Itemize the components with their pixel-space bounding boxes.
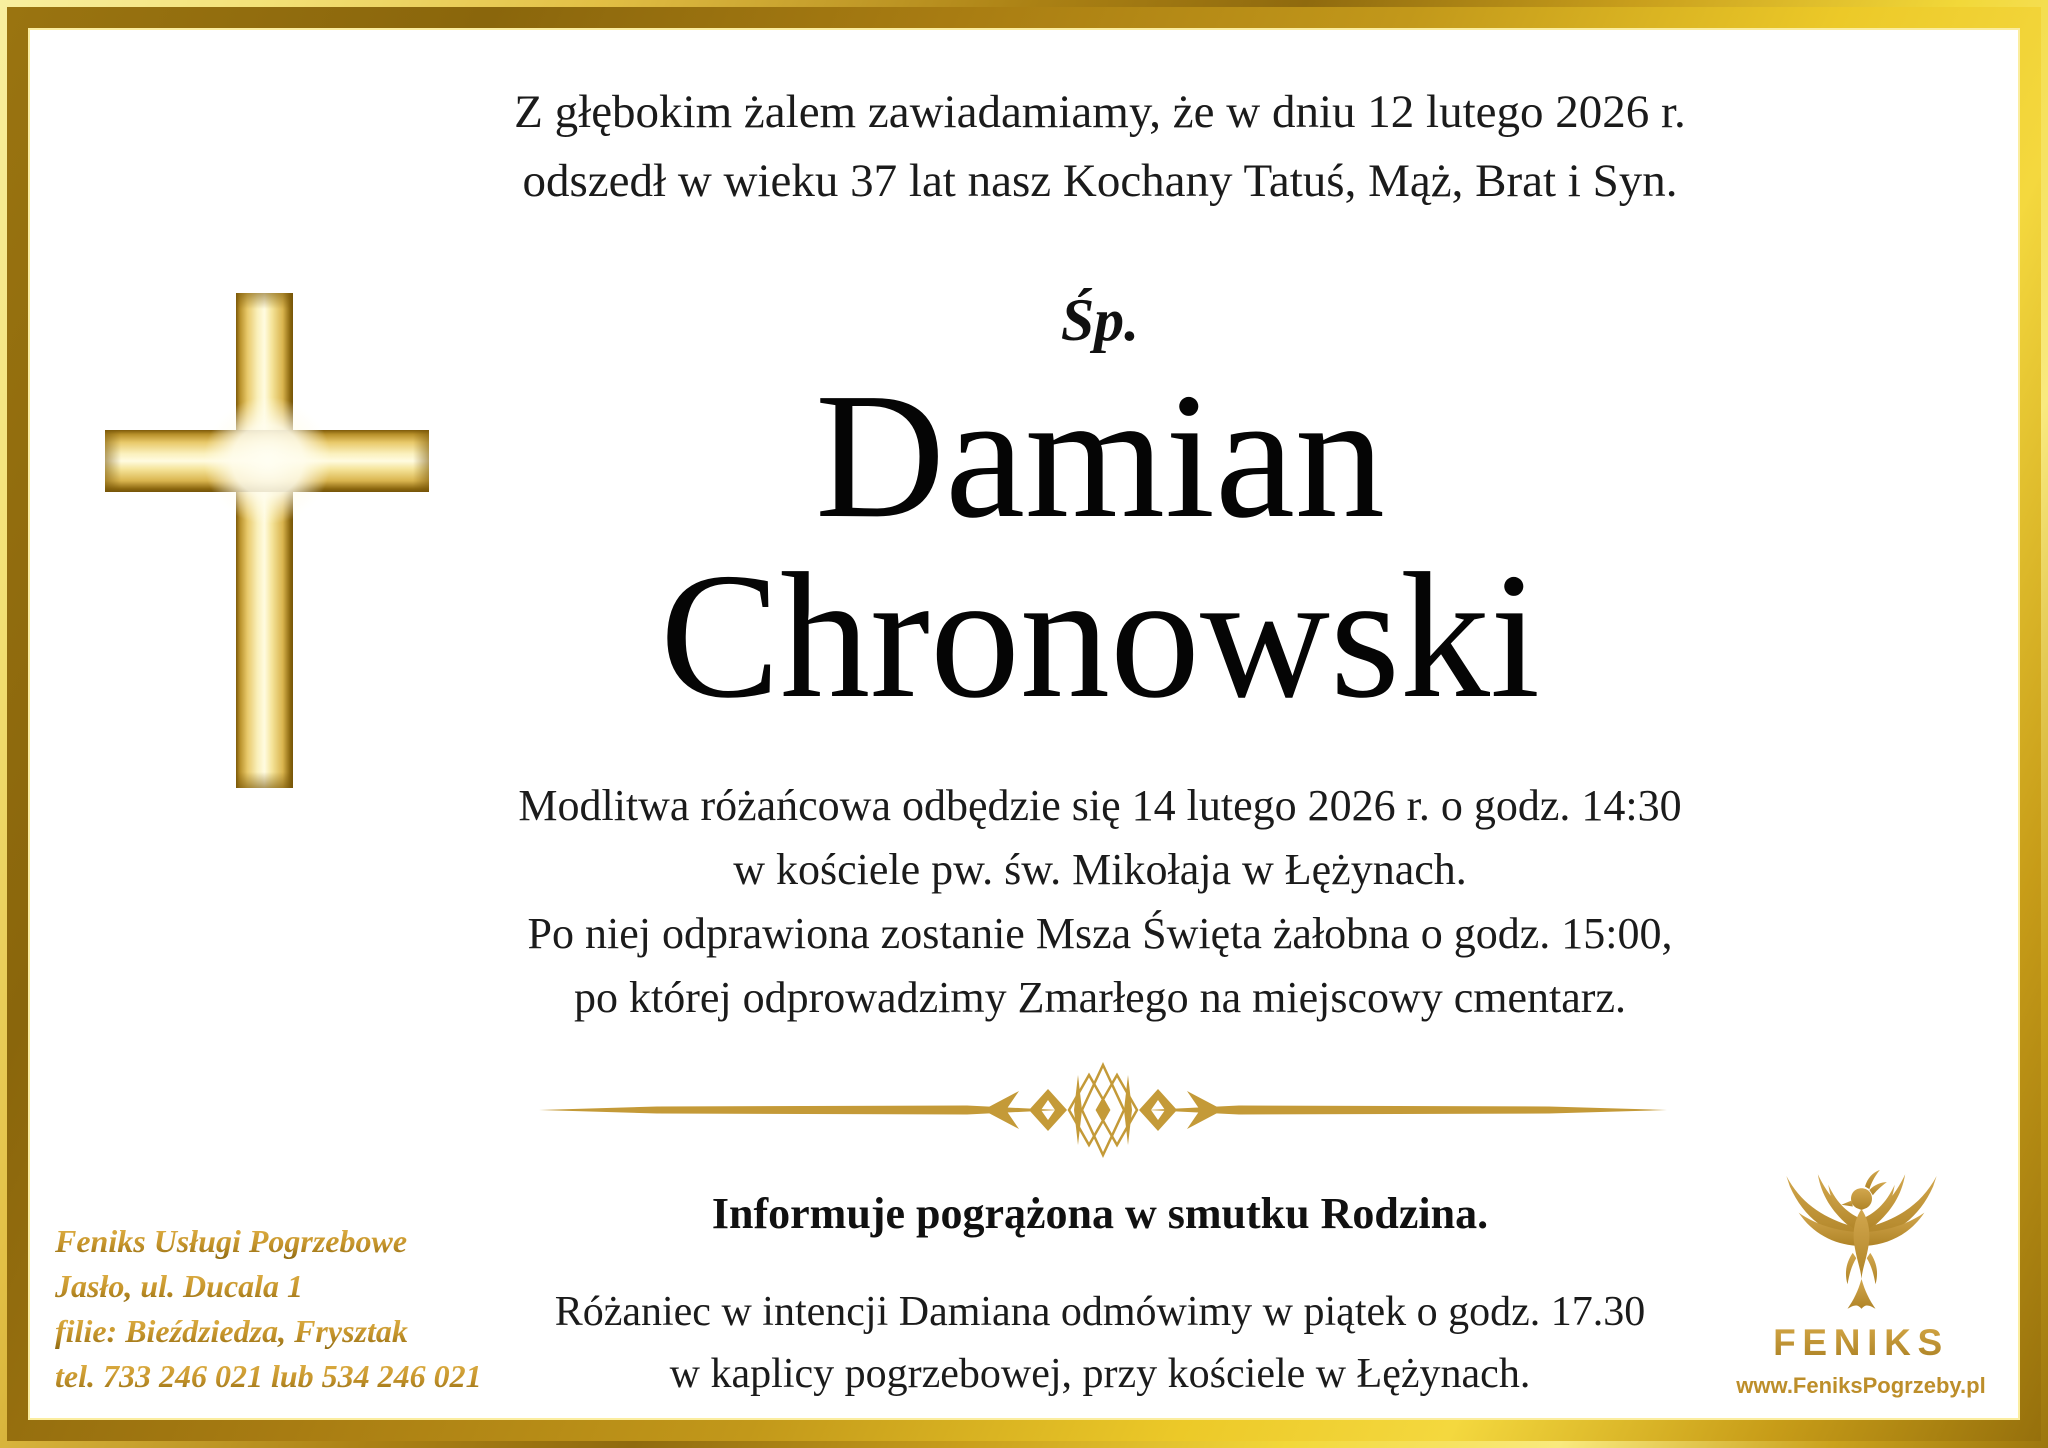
funeral-home-branches: filie: Bieździedza, Frysztak — [55, 1313, 408, 1349]
service-details-line-3: Po niej odprawiona zostanie Msza Święta żałobna o godz. 15:00, — [527, 909, 1673, 958]
funeral-home-address: Jasło, ul. Ducala 1 — [55, 1268, 304, 1304]
rosary-line-1: Różaniec w intencji Damiana odmówimy w piątek o godz. 17.30 — [554, 1289, 1646, 1335]
phoenix-icon — [1774, 1162, 1949, 1314]
funeral-home-info — [55, 1219, 482, 1399]
feniks-logo — [1735, 1150, 1987, 1399]
rosary-line-2: w kaplicy pogrzebowej, przy kościele w Łężynach. — [669, 1351, 1531, 1397]
ornamental-divider-icon — [537, 1062, 1669, 1158]
deceased-last-name: Chronowski — [659, 536, 1541, 735]
service-details-line-2: w kościele pw. św. Mikołaja w Łężynach. — [733, 845, 1467, 894]
intro-line-1: Z głębokim żalem zawiadamiamy, że w dniu 12 lutego 2026 r. — [514, 86, 1686, 138]
family-note: Informuje pogrążona w smutku Rodzina. — [711, 1189, 1489, 1238]
deceased-name — [190, 356, 2010, 735]
intro-line-2: odszedł w wieku 37 lat nasz Kochany Tatuś, Mąż, Brat i Syn. — [522, 155, 1678, 207]
service-details-line-1: Modlitwa różańcowa odbędzie się 14 lutego 2026 r. o godz. 14:30 — [518, 781, 1682, 830]
brand-name: FENIKS — [1735, 1322, 1987, 1364]
service-details-line-4: po której odprowadzimy Zmarłego na miejscowy cmentarz. — [574, 973, 1626, 1022]
deceased-first-name: Damian — [815, 356, 1385, 555]
website-url: www.FeniksPogrzeby.pl — [1736, 1373, 1986, 1398]
funeral-home-phone: tel. 733 246 021 lub 534 246 021 — [55, 1358, 482, 1394]
funeral-home-name: Feniks Usługi Pogrzebowe — [55, 1223, 408, 1259]
intro-text — [190, 78, 2010, 216]
service-details — [190, 774, 2010, 1030]
sp-abbreviation: Śp. — [1060, 287, 1140, 353]
